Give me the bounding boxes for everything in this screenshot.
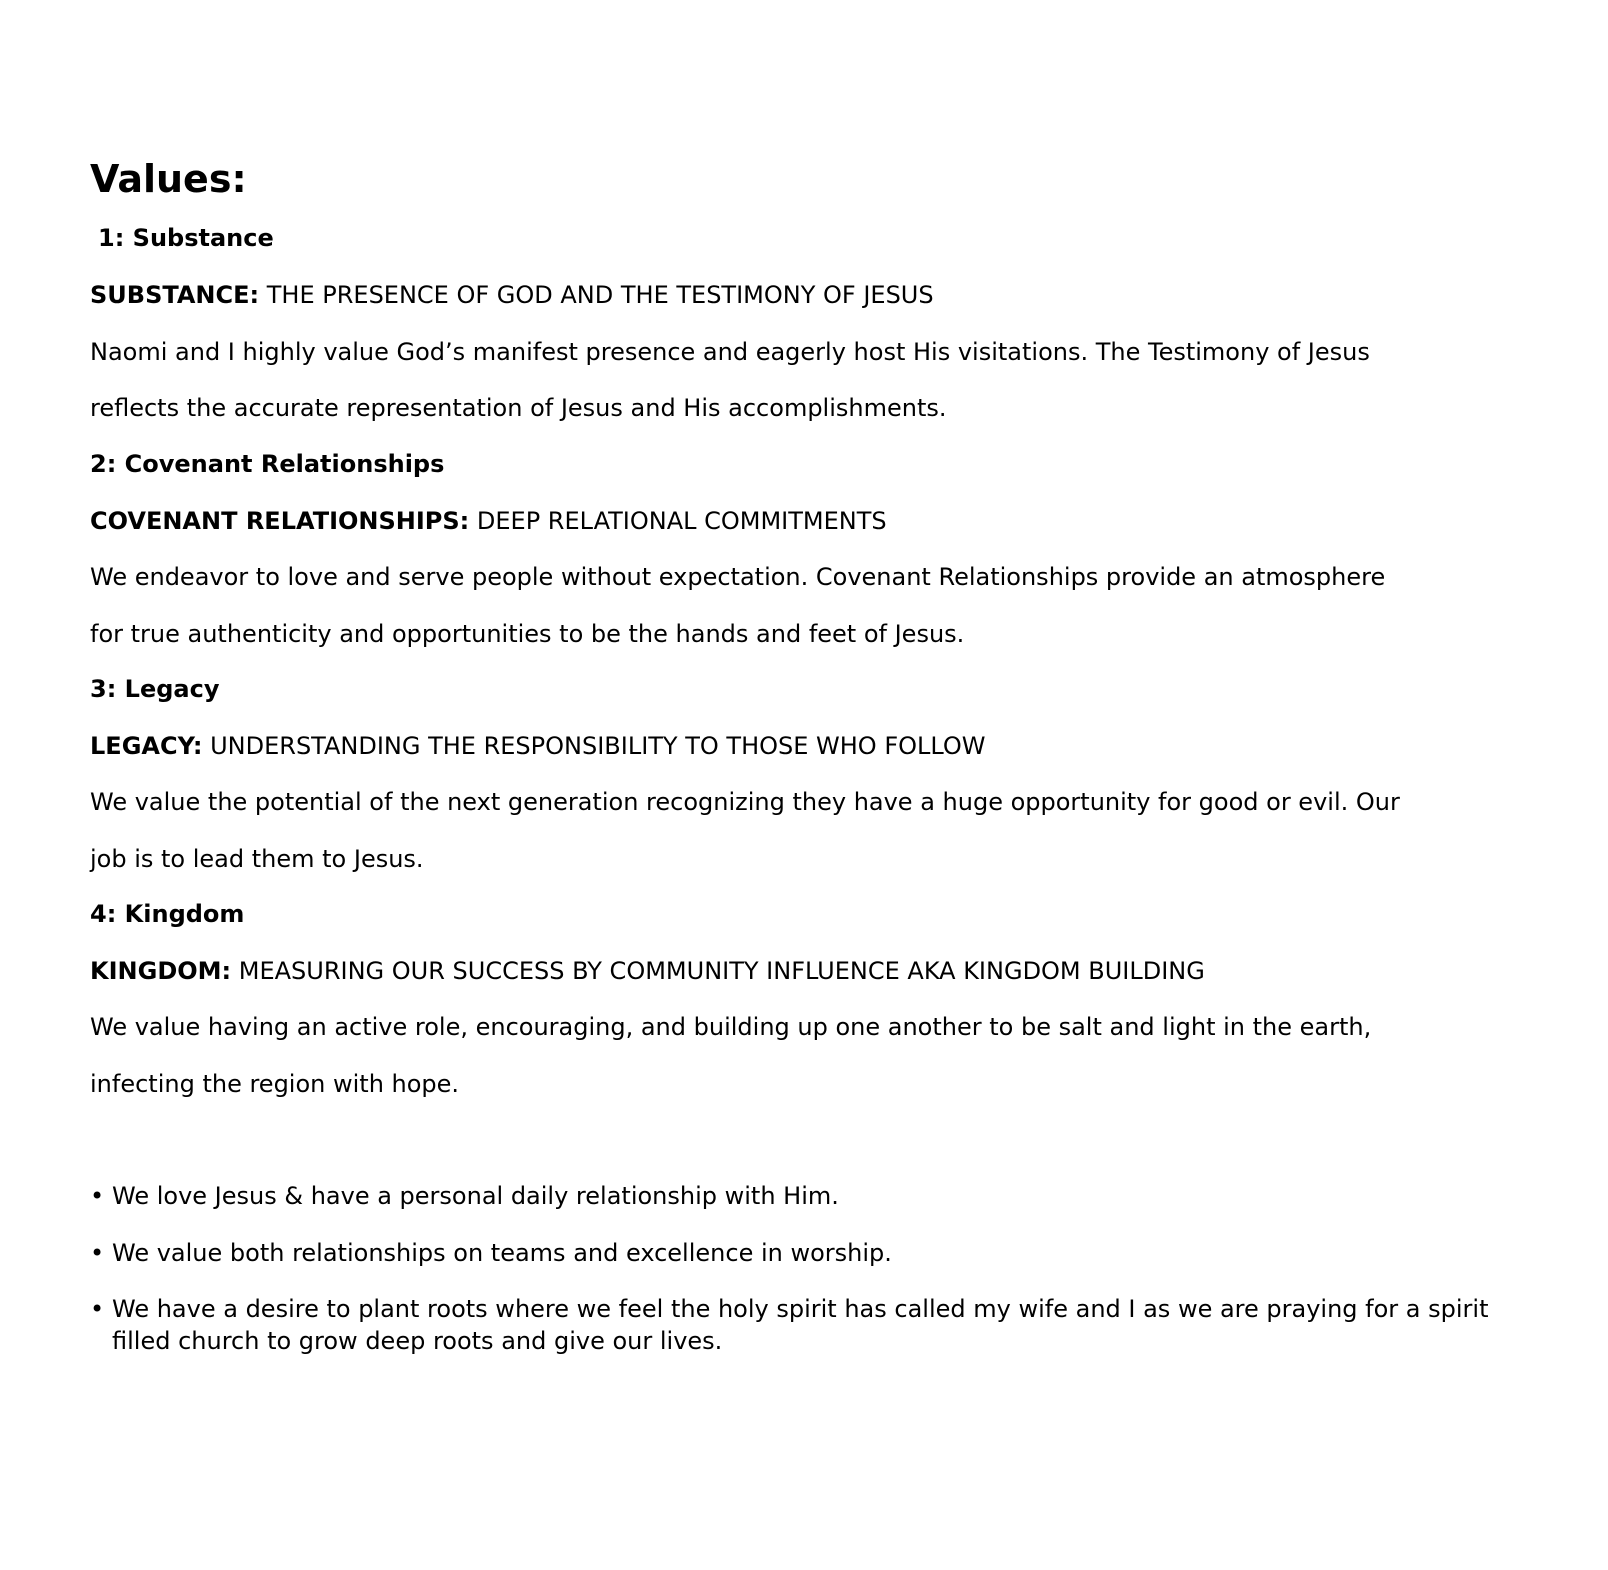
section-lead: COVENANT RELATIONSHIPS: [90, 507, 470, 535]
section-subtitle-text: DEEP RELATIONAL COMMITMENTS [469, 507, 887, 535]
bullet-list-item [90, 1293, 1530, 1355]
section-lead: LEGACY: [90, 732, 203, 760]
section-subtitle-text: UNDERSTANDING THE RESPONSIBILITY TO THOSE WHO FOLLOW [202, 732, 986, 760]
section-body-line: We value the potential of the next generation recognizing they have a huge opportunity for good or evil. Our [90, 788, 1400, 816]
bullet-text: We have a desire to plant roots where we feel the holy spirit has called my wife and I as we are praying for a spirit filled church to grow deep roots and give our lives. [112, 1295, 1489, 1355]
section-subtitle-text: THE PRESENCE OF GOD AND THE TESTIMONY OF JESUS [259, 281, 934, 309]
section-heading-covenant-relationships: 2: Covenant Relationships [90, 450, 445, 478]
bullet-text: We value both relationships on teams and excellence in worship. [112, 1239, 892, 1267]
section-lead: KINGDOM: [90, 957, 232, 985]
section-subtitle-text: MEASURING OUR SUCCESS BY COMMUNITY INFLUENCE AKA KINGDOM BUILDING [231, 957, 1205, 985]
section-lead: SUBSTANCE: [90, 281, 260, 309]
section-body-line: infecting the region with hope. [90, 1070, 460, 1098]
section-heading-legacy: 3: Legacy [90, 675, 220, 703]
section-body-line: for true authenticity and opportunities to be the hands and feet of Jesus. [90, 620, 965, 648]
section-subtitle-covenant-relationships [90, 505, 887, 537]
section-body-line: job is to lead them to Jesus. [90, 845, 424, 873]
section-heading-substance: 1: Substance [98, 224, 274, 252]
section-subtitle-kingdom [90, 955, 1205, 987]
page-title: Values: [90, 157, 247, 201]
section-heading-kingdom: 4: Kingdom [90, 900, 245, 928]
section-subtitle-substance [90, 279, 934, 311]
section-body-line: reflects the accurate representation of Jesus and His accomplishments. [90, 394, 947, 422]
bullet-text: We love Jesus & have a personal daily relationship with Him. [112, 1182, 839, 1210]
section-subtitle-legacy [90, 730, 986, 762]
bullet-list-item [90, 1180, 1530, 1212]
section-body-line: We value having an active role, encouraging, and building up one another to be salt and light in the earth, [90, 1013, 1372, 1041]
section-body-line: Naomi and I highly value God’s manifest presence and eagerly host His visitations. The Testimony of Jesus [90, 338, 1370, 366]
bullet-list-item [90, 1237, 1530, 1269]
bullet-icon: • [90, 1182, 105, 1210]
bullet-icon: • [90, 1295, 105, 1323]
section-body-line: We endeavor to love and serve people without expectation. Covenant Relationships provide an atmosphere [90, 563, 1386, 591]
bullet-icon: • [90, 1239, 105, 1267]
